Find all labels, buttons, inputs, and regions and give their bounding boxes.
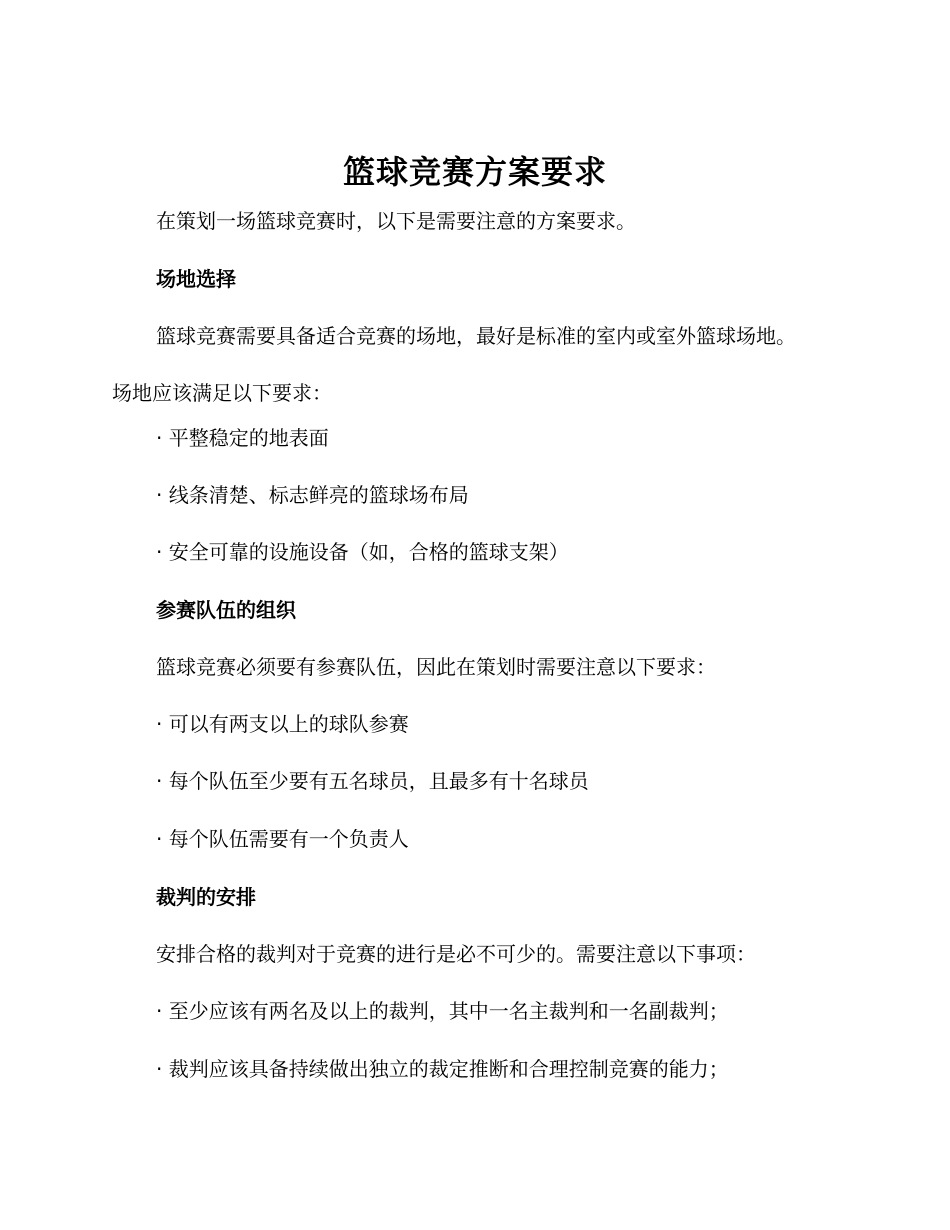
bullet-item: · 裁判应该具备持续做出独立的裁定推断和合理控制竞赛的能力； (156, 1057, 729, 1081)
bullet-item: · 每个队伍需要有一个负责人 (156, 827, 409, 851)
section-heading-referees: 裁判的安排 (156, 885, 256, 909)
bullet-item: · 线条清楚、标志鲜亮的篮球场布局 (156, 483, 469, 507)
section-heading-teams: 参赛队伍的组织 (156, 598, 296, 622)
bullet-item: · 至少应该有两名及以上的裁判，其中一名主裁判和一名副裁判； (156, 999, 729, 1023)
bullet-item: · 每个队伍至少要有五名球员，且最多有十名球员 (156, 769, 589, 793)
document-title: 篮球竞赛方案要求 (342, 153, 607, 191)
bullet-item: · 安全可靠的设施设备（如，合格的篮球支架） (156, 540, 569, 564)
section-paragraph-venue: 篮球竞赛需要具备适合竞赛的场地，最好是标准的室内或室外篮球场地。场地应该满足以下要求： (112, 324, 796, 405)
bullet-item: · 可以有两支以上的球队参赛 (156, 712, 409, 736)
section-heading-venue: 场地选择 (156, 267, 236, 291)
section-paragraph-teams: 篮球竞赛必须要有参赛队伍，因此在策划时需要注意以下要求： (156, 655, 716, 679)
intro-paragraph: 在策划一场篮球竞赛时，以下是需要注意的方案要求。 (156, 209, 636, 233)
bullet-item: · 平整稳定的地表面 (156, 426, 329, 450)
section-paragraph-referees: 安排合格的裁判对于竞赛的进行是必不可少的。需要注意以下事项： (156, 942, 756, 966)
